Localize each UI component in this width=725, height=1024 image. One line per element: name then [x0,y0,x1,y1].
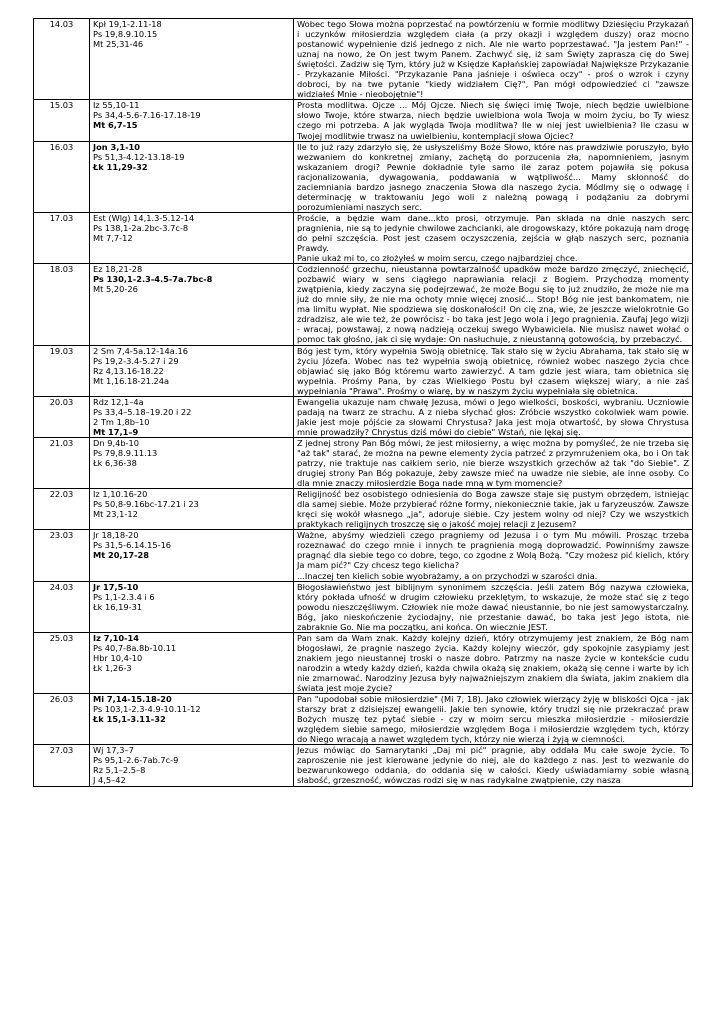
table-row [34,489,693,530]
date-cell: 24.03 [34,581,90,632]
reflection-paragraph: Wobec tego Słowa można poprzestać na powtórzeniu w formie modlitwy Dziesięciu Przykazań i uczynków miłosierdzia względem ciała (a przy okazji i względem duszy) oraz mocno postanowić wypełnienie dziś jednego z nich. Ale nie warto poprzestawać. "Ja jestem Pan!" - uznaj na nowo, że On jest twym Panem. Zachwyć się, iż sam Święty zaprasza cię do Swej świętości. Zadziw się Tym, który już w Księdze Kapłańskiej zapowiadał Największe Przykazanie - Przykazanie Miłości. "Przykazanie Pana jaśnieje i oświeca oczy" - proś o wzrok i czyny dobroci, by na twe pytanie "kiedy widziałem Cię?", Pan mógł odpowiedzieć ci "zawsze widziałeś Mnie - nieobojętnie"! [297,19,689,100]
scripture-ref: Łk 15,1-3.11-32 [93,714,166,725]
scripture-ref: Rz 5,1–2.5–8 [93,765,146,776]
scripture-ref: Ps 31,5-6.14.15-16 [93,540,172,551]
reflection-cell [294,581,693,632]
scripture-ref: Rdz 12,1–4a [93,396,144,407]
date-cell: 25.03 [34,632,90,693]
scripture-ref: Iz 55,10-11 [93,100,140,111]
scripture-ref: Mt 25,31-46 [93,39,144,50]
scripture-ref: Ps 103,1-2.3-4.9-10.11-12 [93,704,201,715]
date-cell: 18.03 [34,264,90,345]
scripture-refs-cell [90,141,294,212]
reflection-paragraph: Prosta modlitwa. Ojcze ... Mój Ojcze. Niech się święci imię Twoje, niech będzie uwielbione słowo Twoje, które stwarza, niech będzie uwielbiona wola Twoja w moim życiu, bo Ty wiesz czego mi potrzeba. A jak wygląda Twoja modlitwa? Ile w niej jest uwielbienia? Ile czasu w Twojej modlitwie trwasz na uwielbieniu, kontemplacji słowa Ojciec? [297,100,689,141]
scripture-ref: Rz 4,13.16-18.22 [93,365,164,376]
reflection-paragraph: Proście, a będzie wam dane...kto prosi, otrzymuje. Pan składa na dnie naszych serc pragnienia, nie są to jedynie chwilowe zachcianki, ale drogowskazy, które pokazują nam drogę do pełni szczęścia. Post jest czasem oczyszczenia, zejścia w głąb naszych serc, poznania Prawdy. [297,212,689,254]
scripture-ref: Dn 9,4b-10 [93,437,140,448]
scripture-refs-cell [90,396,294,437]
readings-table [33,18,693,787]
reflection-paragraph: ...Inaczej ten kielich sobie wyobrażamy, a on przychodzi w szarości dnia. [297,570,598,581]
reflection-paragraph: Panie ukaż mi to, co złożyłeś w moim sercu, czego najbardziej chce. [297,253,578,264]
scripture-refs-cell [90,437,294,488]
scripture-ref: Łk 1,26-3 [93,662,132,673]
date-cell: 19.03 [34,345,90,396]
reflection-paragraph: Pan "upodobał sobie miłosierdzie" (Mi 7, 18). Jako człowiek wierzący żyję w bliskości Ojca - jak starszy brat z dzisiejszej ewangelii. Jakie ten synowie, który trudzi się nie przekraczać praw Bożych muszę tez pytać siebie - czy w moim sercu mieszka miłosierdzie - miłosierdzie względem siebie samego, miłosierdzie względem Boga i miłosierdzie względem tych, którzy do Niego wracają a nawet względem tych, którzy nie wierzą i żyją w ciemności. [297,694,689,745]
scripture-ref: Ps 40,7-8a.8b-10.11 [93,642,177,653]
table-row [34,264,693,345]
scripture-ref: Ps 50,8-9.16bc-17.21 i 23 [93,499,199,510]
scripture-refs-cell [90,632,294,693]
reflection-cell [294,396,693,437]
scripture-ref: Mt 17,1–9 [93,426,139,437]
scripture-ref: Mt 23,1-12 [93,509,138,520]
table-row [34,141,693,212]
date-cell: 23.03 [34,530,90,581]
reflection-cell [294,745,693,786]
reflection-cell [294,530,693,581]
reflection-cell [294,19,693,100]
scripture-ref: Jon 3,1-10 [93,141,141,152]
reflection-cell [294,345,693,396]
table-row [34,396,693,437]
date-cell: 16.03 [34,141,90,212]
scripture-ref: 2 Sm 7,4-5a.12-14a.16 [93,345,188,356]
scripture-ref: Ps 51,3-4.12-13.18-19 [93,151,185,162]
scripture-ref: Ps 33,4–5.18–19.20 i 22 [93,406,192,417]
table-row [34,19,693,100]
date-cell: 22.03 [34,489,90,530]
reflection-paragraph: Z jednej strony Pan Bóg mówi, że jest miłosierny, a więc można by pomyśleć, że nie trzeba się "aż tak" starać, że można na pewne elementy życia patrzeć z przymrużeniem oka, bo i On tak patrzy, nie traktuje nas całkiem serio, nie bierze wszystkich grzechów aż tak "do Siebie". Z drugiej strony Pan Bóg pokazuje, żeby zawsze mieć na uwadze nie siebie, ale inne osoby. Co dla mnie znaczy miłosierdzie Boga nade mną w tym momencie? [297,437,689,489]
reflection-cell [294,489,693,530]
scripture-ref: Łk 11,29-32 [93,161,148,172]
scripture-refs-cell [90,19,294,100]
reflection-cell [294,437,693,488]
scripture-ref: Ps 1,1-2.3.4 i 6 [93,591,155,602]
reflection-paragraph: Bóg jest tym, który wypełnia Swoją obietnicę. Tak stało się w życiu Abrahama, tak stało się w życiu Józefa. Wobec nas też wypełnia swoją obietnicę, również wobec naszego życia chce objawiać się jako Bóg któremu warto zawierzyć. A tam gdzie jest wiara, tam obietnica się wypełnia. Prośmy Pana, by czas Wielkiego Postu był czasem większej wiary, a nie zaś wypełniania "Prawa". Prośmy o wiarę, by w naszym życiu wypełniała się obietnica. [297,345,689,396]
date-cell: 15.03 [34,100,90,141]
scripture-ref: Łk 6,36-38 [93,458,137,469]
scripture-ref: Ps 79,8.9.11.13 [93,447,158,458]
table-row [34,212,693,263]
scripture-ref: Jr 18,18-20 [93,530,139,541]
reflection-paragraph: Błogosławieństwo jest biblijnym synonimem szczęścia. Jeśli zatem Bóg nazywa człowieka, który pokłada ufność w drugim człowieku przeklętym, to wskazuje, że może stać się z tego powodu nieszczęśliwym. Człowiek nie może dawać nieustannie, bo nie jest samowystarczalny. Bóg, jako nieskończenie życiodajny, nie przestanie dawać, bo taka jest Jego istota, nie zabraknie Go. Nie ma początku, ani końca. On wiecznie JEST. [297,581,689,632]
date-cell: 17.03 [34,212,90,263]
scripture-ref: Est (Wlg) 14,1.3-5.12-14 [93,212,195,223]
reflection-cell [294,141,693,212]
scripture-ref: Łk 16,19-31 [93,601,143,612]
scripture-refs-cell [90,212,294,263]
table-row [34,694,693,745]
table-row [34,581,693,632]
scripture-ref: Mt 7,7-12 [93,232,133,243]
date-cell: 14.03 [34,19,90,100]
table-row [34,530,693,581]
date-cell: 27.03 [34,745,90,786]
reflection-cell [294,694,693,745]
date-cell: 21.03 [34,437,90,488]
reflection-cell [294,100,693,141]
date-cell: 20.03 [34,396,90,437]
scripture-ref: Mt 6,7-15 [93,120,138,131]
scripture-ref: J 4,5–42 [93,775,126,786]
reflection-paragraph: Ważne, abyśmy wiedzieli czego pragniemy od Jezusa i o tym Mu mówili. Prosząc trzeba rozeznawać do czego mnie i innych te pragnienia mogą doprowadzić. Powinniśmy zawsze pragnąć dla siebie tego co dobre, tego, co zgodne z Wolą Bożą. "Czy możesz pić kielich, który Ja mam pić?" Czy chcesz tego kielicha? [297,530,689,571]
scripture-ref: Wj 17,3–7 [93,745,134,756]
scripture-refs-cell [90,489,294,530]
date-cell: 26.03 [34,694,90,745]
table-row [34,745,693,786]
scripture-ref: Hbr 10,4-10 [93,652,143,663]
scripture-ref: 2 Tm 1,8b–10 [93,416,150,427]
scripture-ref: Ps 95,1-2.6-7ab.7c-9 [93,755,179,766]
table-row [34,632,693,693]
scripture-refs-cell [90,581,294,632]
scripture-refs-cell [90,264,294,345]
scripture-ref: Ps 130,1-2.3-4.5-7a.7bc-8 [93,274,213,285]
reflection-paragraph: Ile to już razy zdarzyło się, że usłyszeliśmy Boże Słowo, które nas prawdziwie poruszyło, było wezwaniem do konkretnej zmiany, zachętą do porzucenia zła, napomnieniem, jasnym wskazaniem drogi? Pewnie dokładnie tyle samo ile zaraz potem pojawiła się pokusa racjonalizowania, dywagowania, poddawania w wątpliwość... Mamy skłonność do zaciemniania bardzo jasnego znaczenia Słowa dla naszego życia. Módlmy się o odwagę i determinację w traktowaniu Jego woli z należną powagą i podążaniu za dobrymi porozumieniami naszych serc. [297,141,689,212]
scripture-ref: Mt 20,17-28 [93,550,150,561]
scripture-ref: Ps 19,2-3.4-5.27 i 29 [93,355,179,366]
reflection-paragraph: Codzienność grzechu, nieustanna powtarzalność upadków może bardzo zmęczyć, zniechęcić, pozbawić wiary w sens ciągłego naprawiania relacji z Bogiem. Przychodzą momenty zwątpienia, kiedy zaczyna się podejrzewać, że może Bogu się to już znudziło, że może nie ma już do mnie siły, że nie ma ochoty mnie więcej znosić... Stop! Bóg nie jest bankomatem, nie ma limitu wypłat. Nie spodziewa się doskonałości! On cię zna, wie, że jeszcze wielokrotnie Go zdradzisz, ale wie też, że powrócisz - bo taka jest Jego wola i Jego pragnienia. Zaufaj Jego wizji - wracaj, powstawaj, z nową nadzieją oczekuj swego Wybawiciela. Nie musisz nawet wołać o pomoc tak głośno, jak ci się wydaje: On nasłuchuje, z nieustanną gotowością, by przebaczyć. [297,264,689,345]
scripture-ref: Mt 5,20-26 [93,284,138,295]
scripture-ref: Ps 138,1-2a.2bc-3.7c-8 [93,222,189,233]
table-row [34,345,693,396]
reflection-paragraph: Pan sam da Wam znak. Każdy kolejny dzień, który otrzymujemy jest znakiem, że Bóg nam błogosławi, że pragnie naszego życia. Każdy kolejny wieczór, gdy spokojnie zasypiamy jest znakiem jego nieustannej troski o nasze dobro. Patrzmy na nasze życie w kontekście cudu narodzin a wtedy każdy dzień, każda chwila okażą się znakiem, okażą się cenne i warte by ich nie zmarnować. Narodziny Jezusa były najważniejszym znakiem dla świata, jakim znakiem dla świata jest moje życie? [297,632,689,694]
scripture-refs-cell [90,100,294,141]
scripture-ref: Mi 7,14-15.18-20 [93,694,172,705]
scripture-refs-cell [90,694,294,745]
reflection-cell [294,212,693,263]
scripture-ref: Iz 7,10-14 [93,632,140,643]
scripture-ref: Iz 1,10.16-20 [93,489,148,500]
scripture-ref: Kpł 19,1-2.11-18 [93,19,162,29]
reflection-paragraph: Ewangelia ukazuje nam chwałę Jezusa, mówi o Jego wielkości, boskości, wybraniu. Uczniowie padają na twarz ze strachu. A z nieba słychać głos: Zróbcie wszystko cokolwiek wam powie. Jakie jest moje pójście za słowami Chrystusa? Jaka jest moja otwartość, by słowa Chrystusa mnie prowadziły? Chrystus dziś mówi do ciebie" Wstań, nie lękaj się. [297,396,689,437]
scripture-refs-cell [90,530,294,581]
table-row [34,437,693,488]
readings-page [33,18,692,787]
readings-table-body [34,19,693,787]
reflection-cell [294,264,693,345]
scripture-refs-cell [90,745,294,786]
scripture-ref: Ps 19,8.9.10.15 [93,29,158,40]
scripture-ref: Jr 17,5-10 [93,581,139,592]
scripture-ref: Mt 1,16.18-21.24a [93,375,170,386]
reflection-paragraph: Religijność bez osobistego odniesienia do Boga zawsze staje się pustym obrzędem, istniejąc dla samej siebie. Może przybierać różne formy, niekoniecznie takie, jak u faryzeuszów. Zawsze kręci się wokół własnego „ja", adoruje siebie. Czy jestem wolny od niej? Czy we wszystkich praktykach religijnych troszczę się o jakość mojej relacji z Jezusem? [297,489,689,530]
reflection-cell [294,632,693,693]
table-row [34,100,693,141]
reflection-paragraph: Jezus mówiąc do Samarytanki „Daj mi pić" pragnie, aby oddała Mu całe swoje życie. To zaproszenie nie jest kierowane jedynie do niej, ale do każdego z nas. Jest to wezwanie do bezwarunkowego oddania, do oddania się w całości. Kiedy uświadamiamy sobie własną słabość, grzeszność, wówczas rodzi się w nas radykalne zwątpienie, czy nasza [297,745,689,786]
scripture-ref: Ez 18,21-28 [93,264,143,275]
scripture-ref: Ps 34,4-5.6-7.16-17.18-19 [93,110,201,121]
scripture-refs-cell [90,345,294,396]
